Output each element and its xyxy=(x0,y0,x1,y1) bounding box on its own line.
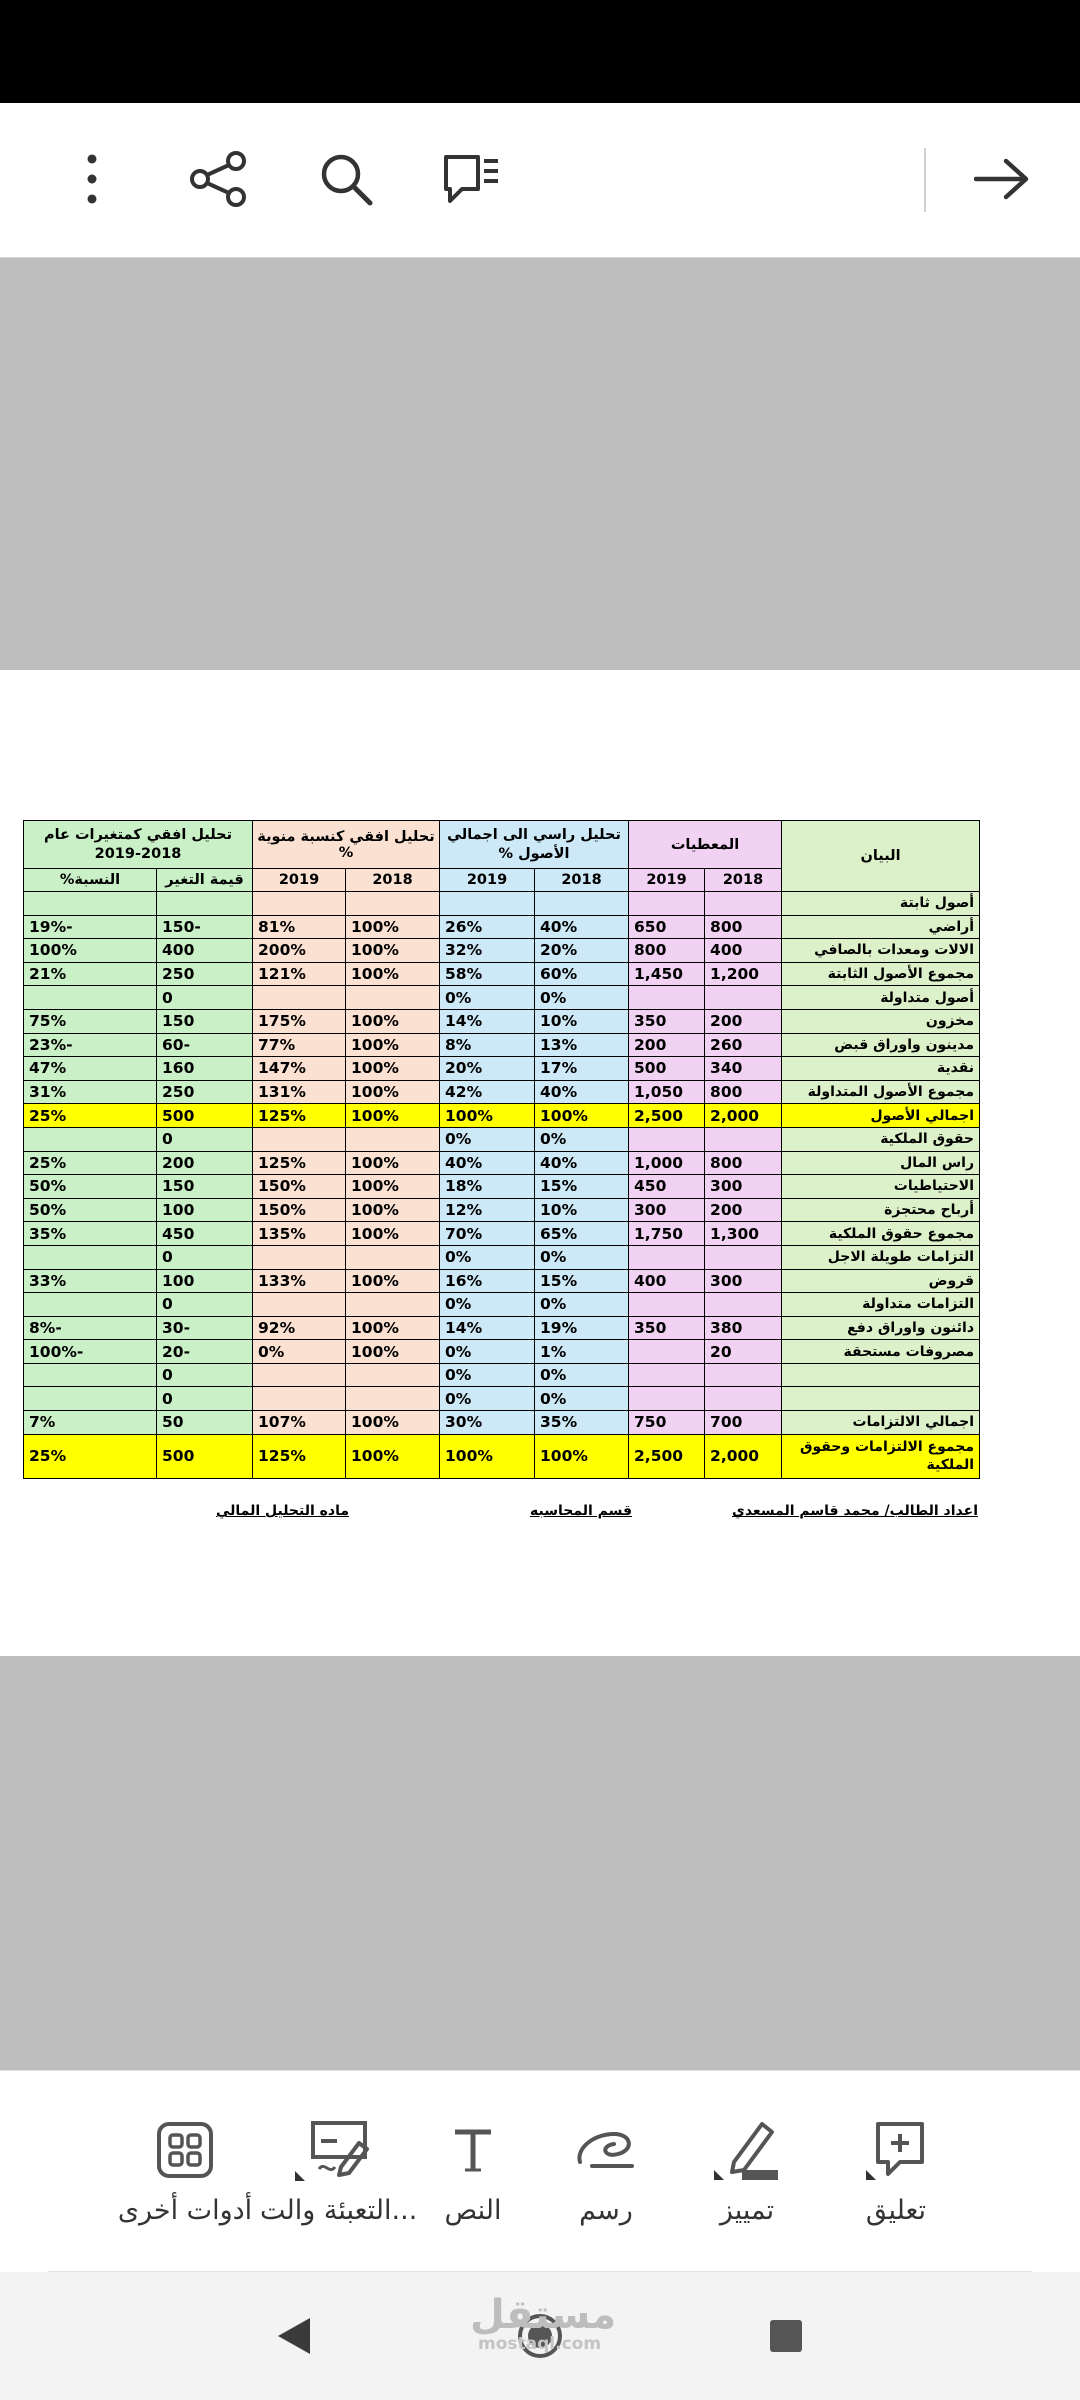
table-cell: 32% xyxy=(440,939,535,963)
table-cell: 0 xyxy=(157,1245,253,1269)
table-cell: 50% xyxy=(24,1198,157,1222)
table-cell: 0% xyxy=(535,1245,629,1269)
table-cell: 800 xyxy=(705,1080,782,1104)
table-cell: 650 xyxy=(629,915,705,939)
table-cell: 300 xyxy=(705,1175,782,1199)
row-label: نقدية xyxy=(782,1057,980,1081)
table-cell: 100% xyxy=(346,1151,440,1175)
table-row xyxy=(24,1293,980,1317)
table-cell: 260 xyxy=(705,1033,782,1057)
table-cell xyxy=(253,1127,346,1151)
table-cell: 30% xyxy=(440,1411,535,1435)
tool-text[interactable] xyxy=(398,2117,548,2226)
table-cell xyxy=(629,1387,705,1411)
table-row xyxy=(24,1316,980,1340)
table-cell: 31% xyxy=(24,1080,157,1104)
draw-icon xyxy=(531,2117,681,2183)
table-cell: 0% xyxy=(440,1387,535,1411)
table-cell xyxy=(705,1387,782,1411)
table-cell xyxy=(24,1387,157,1411)
table-cell: 1,750 xyxy=(629,1222,705,1246)
table-cell: 380 xyxy=(705,1316,782,1340)
table-row xyxy=(24,892,980,916)
table-cell: 133% xyxy=(253,1269,346,1293)
table-cell: 0% xyxy=(535,1293,629,1317)
tool-label: رسم xyxy=(579,2195,633,2226)
table-cell xyxy=(629,1245,705,1269)
table-row xyxy=(24,1245,980,1269)
table-cell xyxy=(24,1363,157,1387)
table-cell: 100% xyxy=(346,1411,440,1435)
table-cell: 0% xyxy=(440,1363,535,1387)
table-cell xyxy=(253,892,346,916)
tool-label: النص xyxy=(444,2195,502,2226)
table-cell: 100% xyxy=(346,1175,440,1199)
subheader: 2018 xyxy=(535,869,629,892)
table-cell: 0% xyxy=(440,1245,535,1269)
table-cell: 20 xyxy=(705,1340,782,1364)
table-cell: -23% xyxy=(24,1033,157,1057)
table-cell: 77% xyxy=(253,1033,346,1057)
table-cell: 200 xyxy=(157,1151,253,1175)
table-cell: 21% xyxy=(24,962,157,986)
tool-label: تمييز xyxy=(719,2195,775,2226)
row-label: مصروفات مستحقة xyxy=(782,1340,980,1364)
table-cell xyxy=(346,986,440,1010)
table-cell: 92% xyxy=(253,1316,346,1340)
table-cell: 0% xyxy=(253,1340,346,1364)
subheader: قيمة التغير xyxy=(157,869,253,892)
table-cell: 13% xyxy=(535,1033,629,1057)
top-toolbar xyxy=(0,103,1080,258)
footer-subject: ماده التحليل المالي xyxy=(216,1503,350,1519)
table-cell: 40% xyxy=(440,1151,535,1175)
table-cell xyxy=(629,1340,705,1364)
table-cell: 147% xyxy=(253,1057,346,1081)
table-row xyxy=(24,939,980,963)
row-label: اجمالي الالتزامات xyxy=(782,1411,980,1435)
table-cell: 100% xyxy=(346,1340,440,1364)
table-cell: 100 xyxy=(157,1269,253,1293)
table-cell: 25% xyxy=(24,1434,157,1478)
tool-draw[interactable] xyxy=(531,2117,681,2226)
header-group-data: المعطيات xyxy=(629,821,782,869)
table-cell: -20 xyxy=(157,1340,253,1364)
row-label: التزامات طويلة الاجل xyxy=(782,1245,980,1269)
table-cell: 0% xyxy=(440,986,535,1010)
table-cell xyxy=(705,1363,782,1387)
table-cell: 340 xyxy=(705,1057,782,1081)
toolbar-divider xyxy=(924,148,926,212)
table-cell: 0% xyxy=(535,1387,629,1411)
table-cell: 50% xyxy=(24,1175,157,1199)
table-cell: 200 xyxy=(705,1198,782,1222)
forward-arrow-icon[interactable] xyxy=(966,143,1038,215)
table-cell: 125% xyxy=(253,1104,346,1128)
table-row xyxy=(24,1033,980,1057)
highlighter-icon xyxy=(672,2117,822,2183)
table-cell: 100 xyxy=(157,1198,253,1222)
table-cell: 40% xyxy=(535,1151,629,1175)
row-label: قروض xyxy=(782,1269,980,1293)
table-cell: 400 xyxy=(157,939,253,963)
table-cell: 131% xyxy=(253,1080,346,1104)
table-cell xyxy=(24,1245,157,1269)
table-cell: 26% xyxy=(440,915,535,939)
row-label: أراضي xyxy=(782,915,980,939)
watermark-logo: مستقل xyxy=(470,2292,617,2338)
table-cell: 100% xyxy=(346,1434,440,1478)
annotation-toolbar xyxy=(0,2070,1080,2271)
table-cell: 25% xyxy=(24,1151,157,1175)
table-cell: -150 xyxy=(157,915,253,939)
row-label: اجمالي الأصول xyxy=(782,1104,980,1128)
table-cell: 175% xyxy=(253,1009,346,1033)
table-cell: 100% xyxy=(24,939,157,963)
row-label xyxy=(782,1363,980,1387)
table-cell: 47% xyxy=(24,1057,157,1081)
table-row xyxy=(24,1198,980,1222)
row-label: أصول متداولة xyxy=(782,986,980,1010)
row-label: أصول ثابتة xyxy=(782,892,980,916)
table-cell xyxy=(705,892,782,916)
row-label xyxy=(782,1387,980,1411)
table-cell: 100% xyxy=(346,1222,440,1246)
table-cell: 800 xyxy=(705,1151,782,1175)
table-cell: 20% xyxy=(440,1057,535,1081)
table-cell xyxy=(24,1293,157,1317)
table-cell: 107% xyxy=(253,1411,346,1435)
table-cell: 1% xyxy=(535,1340,629,1364)
table-cell: 35% xyxy=(24,1222,157,1246)
table-cell: 400 xyxy=(629,1269,705,1293)
row-label: أرباح محتجزة xyxy=(782,1198,980,1222)
table-cell xyxy=(346,1363,440,1387)
table-cell: 0% xyxy=(440,1340,535,1364)
share-icon[interactable] xyxy=(182,143,254,215)
table-cell xyxy=(705,1127,782,1151)
table-cell: 250 xyxy=(157,1080,253,1104)
table-cell: 500 xyxy=(157,1434,253,1478)
table-row xyxy=(24,1387,980,1411)
table-cell: 350 xyxy=(629,1009,705,1033)
table-cell: 14% xyxy=(440,1009,535,1033)
row-label: مجموع حقوق الملكية xyxy=(782,1222,980,1246)
table-cell xyxy=(629,1293,705,1317)
table-cell: 1,000 xyxy=(629,1151,705,1175)
table-cell: 800 xyxy=(629,939,705,963)
table-cell: 1,050 xyxy=(629,1080,705,1104)
table-cell: 200 xyxy=(705,1009,782,1033)
table-row xyxy=(24,1222,980,1246)
table-cell xyxy=(346,1293,440,1317)
table-cell: 350 xyxy=(629,1316,705,1340)
table-cell: 1,200 xyxy=(705,962,782,986)
document-page xyxy=(0,670,1080,1656)
table-cell: 2,500 xyxy=(629,1104,705,1128)
table-cell: 42% xyxy=(440,1080,535,1104)
table-cell: 100% xyxy=(346,1080,440,1104)
table-cell: 35% xyxy=(535,1411,629,1435)
table-cell: 160 xyxy=(157,1057,253,1081)
table-cell: 150 xyxy=(157,1175,253,1199)
table-cell: 25% xyxy=(24,1104,157,1128)
table-cell xyxy=(705,986,782,1010)
row-label: مجموع الأصول المتداولة xyxy=(782,1080,980,1104)
table-cell xyxy=(346,1245,440,1269)
table-cell: 450 xyxy=(629,1175,705,1199)
table-cell xyxy=(253,1245,346,1269)
table-cell: 100% xyxy=(346,1104,440,1128)
table-cell: 0% xyxy=(535,986,629,1010)
table-cell: 121% xyxy=(253,962,346,986)
comments-icon[interactable] xyxy=(434,143,506,215)
table-cell: 75% xyxy=(24,1009,157,1033)
table-cell: 0% xyxy=(440,1127,535,1151)
table-cell: 150 xyxy=(157,1009,253,1033)
row-label: راس المال xyxy=(782,1151,980,1175)
table-cell: 17% xyxy=(535,1057,629,1081)
text-icon xyxy=(398,2117,548,2183)
table-cell: 0% xyxy=(440,1293,535,1317)
page-gap-bottom xyxy=(0,1656,1080,2070)
subheader: 2019 xyxy=(629,869,705,892)
table-cell xyxy=(629,892,705,916)
subheader: 2018 xyxy=(705,869,782,892)
table-cell: 150% xyxy=(253,1198,346,1222)
footer-student: اعداد الطالب/ محمد قاسم المسعدي xyxy=(732,1503,978,1519)
table-cell: 100% xyxy=(346,962,440,986)
table-cell: 10% xyxy=(535,1009,629,1033)
table-cell: 100% xyxy=(346,915,440,939)
table-row xyxy=(24,1104,980,1128)
table-cell: 100% xyxy=(346,1198,440,1222)
subheader: 2018 xyxy=(346,869,440,892)
tool-comment[interactable] xyxy=(821,2117,971,2226)
table-cell: 450 xyxy=(157,1222,253,1246)
table-cell: 0 xyxy=(157,1127,253,1151)
table-cell: 40% xyxy=(535,1080,629,1104)
system-nav-bar xyxy=(0,2272,1080,2400)
table-cell: 100% xyxy=(440,1104,535,1128)
subheader: 2019 xyxy=(440,869,535,892)
table-row xyxy=(24,1057,980,1081)
table-cell: 33% xyxy=(24,1269,157,1293)
table-row xyxy=(24,1340,980,1364)
status-bar xyxy=(0,0,1080,103)
table-cell: 500 xyxy=(629,1057,705,1081)
row-label: مخزون xyxy=(782,1009,980,1033)
recents-icon[interactable] xyxy=(756,2306,816,2366)
table-cell xyxy=(253,1363,346,1387)
table-cell: 300 xyxy=(629,1198,705,1222)
tool-label: أدوات أخرى xyxy=(117,2195,253,2226)
table-row xyxy=(24,1151,980,1175)
back-icon[interactable] xyxy=(264,2306,324,2366)
tool-fill-sign[interactable] xyxy=(260,2117,418,2226)
table-cell: 12% xyxy=(440,1198,535,1222)
header-group-horizontal-change: تحليل افقي كمتغيرات عام 2018-2019 xyxy=(24,821,253,869)
row-label: مجموع الالتزامات وحقوق الملكية xyxy=(782,1434,980,1478)
row-label: الاحتياطيات xyxy=(782,1175,980,1199)
table-cell: 0% xyxy=(535,1127,629,1151)
header-group-vertical: تحليل راسي الى اجمالي الأصول % xyxy=(440,821,629,869)
table-row xyxy=(24,986,980,1010)
table-cell: 150% xyxy=(253,1175,346,1199)
subheader: 2019 xyxy=(253,869,346,892)
table-cell: 100% xyxy=(440,1434,535,1478)
table-cell: 19% xyxy=(535,1316,629,1340)
table-cell: 2,000 xyxy=(705,1104,782,1128)
table-cell: 81% xyxy=(253,915,346,939)
table-cell xyxy=(24,986,157,1010)
table-cell: 0 xyxy=(157,1387,253,1411)
tool-highlight[interactable] xyxy=(672,2117,822,2226)
table-cell: 16% xyxy=(440,1269,535,1293)
financial-analysis-table xyxy=(23,820,980,1479)
table-cell: 750 xyxy=(629,1411,705,1435)
table-cell: 8% xyxy=(440,1033,535,1057)
table-cell: 18% xyxy=(440,1175,535,1199)
table-row xyxy=(24,1269,980,1293)
table-cell: 100% xyxy=(346,1057,440,1081)
footer-department: قسم المحاسبه xyxy=(530,1503,633,1519)
page-gap-top xyxy=(0,258,1080,670)
table-row xyxy=(24,1411,980,1435)
table-cell: -19% xyxy=(24,915,157,939)
table-cell: 100% xyxy=(346,1316,440,1340)
table-cell: 100% xyxy=(535,1104,629,1128)
tool-label: تعليق xyxy=(865,2195,927,2226)
subheader: النسبة% xyxy=(24,869,157,892)
table-cell: 65% xyxy=(535,1222,629,1246)
table-cell: 700 xyxy=(705,1411,782,1435)
table-cell: 125% xyxy=(253,1434,346,1478)
table-cell: 15% xyxy=(535,1269,629,1293)
table-cell xyxy=(629,1127,705,1151)
tool-label: التعبئة والت... xyxy=(260,2195,418,2226)
table-cell: 50 xyxy=(157,1411,253,1435)
table-cell: 200% xyxy=(253,939,346,963)
table-row xyxy=(24,1080,980,1104)
table-cell: 20% xyxy=(535,939,629,963)
table-cell: 1,300 xyxy=(705,1222,782,1246)
table-cell xyxy=(535,892,629,916)
table-row xyxy=(24,1009,980,1033)
table-cell: 800 xyxy=(705,915,782,939)
table-cell: -60 xyxy=(157,1033,253,1057)
more-tools-icon xyxy=(110,2117,260,2183)
fill-sign-icon xyxy=(260,2117,410,2183)
table-cell: 15% xyxy=(535,1175,629,1199)
table-cell xyxy=(629,986,705,1010)
table-cell: 2,500 xyxy=(629,1434,705,1478)
table-row xyxy=(24,915,980,939)
row-label: مدينون واوراق قبض xyxy=(782,1033,980,1057)
table-cell: 7% xyxy=(24,1411,157,1435)
table-cell: 100% xyxy=(346,1009,440,1033)
table-cell xyxy=(440,892,535,916)
table-cell: -30 xyxy=(157,1316,253,1340)
table-cell: 2,000 xyxy=(705,1434,782,1478)
table-cell xyxy=(346,1127,440,1151)
table-row xyxy=(24,1434,980,1478)
row-label: الالات ومعدات بالصافي xyxy=(782,939,980,963)
table-cell: 100% xyxy=(346,939,440,963)
table-cell xyxy=(705,1245,782,1269)
search-icon[interactable] xyxy=(310,143,382,215)
table-cell: 70% xyxy=(440,1222,535,1246)
table-cell: 125% xyxy=(253,1151,346,1175)
table-cell xyxy=(346,892,440,916)
table-cell: 10% xyxy=(535,1198,629,1222)
table-cell xyxy=(253,1293,346,1317)
table-cell: 0 xyxy=(157,1293,253,1317)
table-cell xyxy=(253,986,346,1010)
row-label: مجموع الأصول الثابتة xyxy=(782,962,980,986)
table-cell: 300 xyxy=(705,1269,782,1293)
table-cell xyxy=(629,1363,705,1387)
table-cell: 400 xyxy=(705,939,782,963)
table-cell: 1,450 xyxy=(629,962,705,986)
table-cell xyxy=(253,1387,346,1411)
table-cell: -100% xyxy=(24,1340,157,1364)
table-row xyxy=(24,1127,980,1151)
row-label: دائنون واوراق دفع xyxy=(782,1316,980,1340)
table-cell: 135% xyxy=(253,1222,346,1246)
table-row xyxy=(24,1363,980,1387)
table-cell: 100% xyxy=(346,1269,440,1293)
table-cell xyxy=(157,892,253,916)
table-cell xyxy=(346,1387,440,1411)
table-cell: 500 xyxy=(157,1104,253,1128)
add-comment-icon xyxy=(821,2117,971,2183)
table-cell: 0 xyxy=(157,1363,253,1387)
table-cell: 58% xyxy=(440,962,535,986)
header-group-horizontal-pct: تحليل افقي كنسبة منوية % xyxy=(253,821,440,869)
table-cell: 40% xyxy=(535,915,629,939)
table-cell xyxy=(24,892,157,916)
table-cell: 100% xyxy=(346,1033,440,1057)
table-row xyxy=(24,1175,980,1199)
table-cell: 250 xyxy=(157,962,253,986)
table-cell: 0% xyxy=(535,1363,629,1387)
table-cell: 200 xyxy=(629,1033,705,1057)
table-cell xyxy=(705,1293,782,1317)
table-cell xyxy=(24,1127,157,1151)
table-cell: -8% xyxy=(24,1316,157,1340)
header-label: البيان xyxy=(782,821,980,892)
table-cell: 100% xyxy=(535,1434,629,1478)
tool-more[interactable] xyxy=(110,2117,260,2226)
table-cell: 0 xyxy=(157,986,253,1010)
table-cell: 60% xyxy=(535,962,629,986)
table-cell: 14% xyxy=(440,1316,535,1340)
row-label: التزامات متداولة xyxy=(782,1293,980,1317)
row-label: حقوق الملكية xyxy=(782,1127,980,1151)
watermark-url: mostaql.com xyxy=(478,2334,602,2354)
more-vertical-icon[interactable] xyxy=(56,143,128,215)
table-row xyxy=(24,962,980,986)
